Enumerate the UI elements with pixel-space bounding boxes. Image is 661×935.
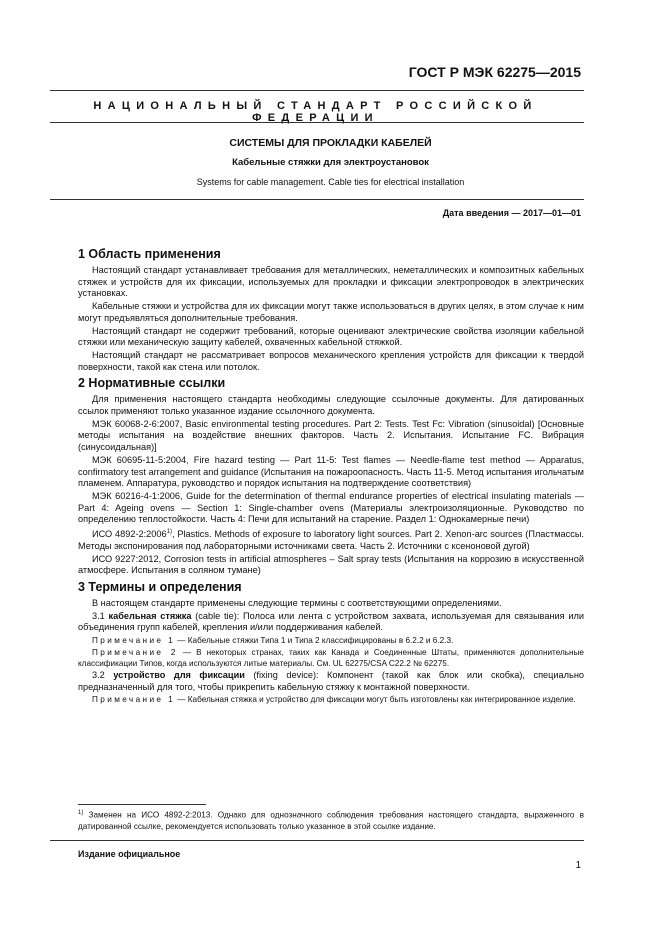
reference-item: МЭК 60068-2-6:2007, Basic environmental testing procedures. Part 2: Tests. Test Fc: Vibration (sinusoidal) [Основные методы испытания на воздействие внешних факторов. Часть 2. Испытания. Испытание FC. Вибрация (синусоидальная)] (78, 418, 584, 453)
document-english-title: Systems for cable management. Cable ties for electrical installation (196, 177, 465, 187)
note (78, 694, 584, 705)
national-standard-banner: НАЦИОНАЛЬНЫЙ СТАНДАРТ РОССИЙСКОЙ ФЕДЕРАЦИИ (93, 100, 538, 124)
introduction-date: Дата введения — 2017—01—01 (442, 208, 581, 218)
reference-text: , Plastics. Methods of exposure to laboratory light sources. Part 2. Xenon-arc sources (Пластмассы. Методы экспонирования под лабораторными источниками света. Часть 2. Источники с ксеноновой дугой) (78, 529, 584, 551)
document-subtitle: Кабельные стяжки для электроустановок (232, 157, 429, 168)
term-number: 3.2 (92, 670, 114, 681)
footnote-rule (78, 804, 206, 805)
note-text: — Кабельная стяжка и устройство для фиксации могут быть изготовлены как интегрированное изделие. (175, 695, 576, 705)
reference-item: МЭК 60216-4-1:2006, Guide for the determination of thermal endurance properties of electrical insulating materials — Part 4: Ageing ovens — Section 1: Single-chamber ovens (Материалы электроизоляционные. Руководство по определению теплостойкости. Часть 4: Печи для испытаний на старение. Раздел 1: Однокамерные печи) (78, 490, 584, 525)
section-1-paragraph: Кабельные стяжки и устройства для их фиксации могут также использоваться в других целях, в этом случае к ним могут предъявляться дополнительные требования. (78, 301, 584, 323)
section-2-paragraph: Для применения настоящего стандарта необходимы следующие ссылочные документы. Для датированных ссылок применяют только указанное издание ссылочного документа. (78, 394, 584, 417)
term-definition (78, 670, 584, 693)
note-label: Примечание 1 (92, 636, 176, 646)
reference-title: ИСО 4892-2:2006 (92, 529, 167, 540)
header-rule-top (50, 90, 584, 91)
page-number: 1 (575, 860, 581, 871)
reference-item: МЭК 60695-11-5:2004, Fire hazard testing — Part 11-5: Test flames — Needle-flame test method — Apparatus, confirmatory test arrangement and guidance (Испытания на пожароопасность. Часть 11-5. Метод испытания игольчатым пламенем. Аппаратура, руководство и порядок испытания на подтверждение соответствия) (78, 454, 584, 489)
term-text: (cable tie): Полоса или лента с устройством захвата, используемая для связывания или объединения групп кабелей, крепления и/или поддерживания кабелей. (78, 610, 584, 633)
reference-item (78, 527, 584, 552)
gost-code: ГОСТ Р МЭК 62275—2015 (408, 64, 581, 80)
footnote-text: Заменен на ИСО 4892-2:2013. Однако для однозначного соблюдения требования настоящего стандарта, выраженного в датированной ссылке, рекомендуется использовать только указанное в этой ссылке издание. (78, 810, 584, 831)
term-definition (78, 611, 584, 634)
document-body (78, 244, 584, 706)
term-name: кабельная стяжка (108, 610, 192, 621)
edition-label: Издание официальное (78, 849, 181, 859)
footnote (78, 808, 584, 832)
header-rule-bottom (50, 122, 584, 123)
footnote-marker: 1) (78, 810, 84, 816)
reference-item: ИСО 9227:2012, Corrosion tests in artificial atmospheres – Salt spray tests (Испытания на коррозию в искусственной атмосфере. Испытания в соляном тумане) (78, 553, 584, 576)
note-text: — В некоторых странах, таких как Канада и Соединенные Штаты, применяются дополнительные классификации Типов, когда используются литые материалы. См. UL 62275/CSA C22.2 № 62275. (78, 648, 584, 669)
note-text: — Кабельные стяжки Типа 1 и Типа 2 классифицированы в 6.2.2 и 6.2.3. (175, 636, 454, 646)
note (78, 647, 584, 669)
section-3-paragraph: В настоящем стандарте применены следующие термины с соответствующими определениями. (92, 597, 502, 608)
term-text: (fixing device): Компонент (такой как блок или скобка), специально предназначенный для того, чтобы прикрепить кабельную стяжку к монтажной поверхности. (78, 670, 584, 692)
section-1-paragraph: Настоящий стандарт не рассматривает вопросов механического крепления устройств для фиксации к твердой поверхности, такой как стена или потолок. (78, 349, 584, 372)
term-name: устройство для фиксации (113, 670, 245, 681)
footer-rule (50, 840, 584, 841)
title-rule (50, 199, 584, 200)
note (78, 635, 584, 646)
section-2-heading: 2 Нормативные ссылки (78, 376, 226, 391)
section-1-paragraph: Настоящий стандарт устанавливает требования для металлических, неметаллических и композитных кабельных стяжек и устройств для их фиксации, используемых для прокладки и фиксации электропроводок в электрических установках. (78, 265, 584, 299)
term-number: 3.1 (92, 610, 109, 621)
section-3-heading: 3 Термины и определения (78, 579, 242, 594)
note-label: Примечание 2 (92, 648, 178, 658)
footnote-marker: 1) (166, 529, 172, 536)
note-label: Примечание 1 (92, 695, 176, 705)
section-1-paragraph: Настоящий стандарт не содержит требований, которые оценивают электрические свойства изоляции кабельной стяжки или механическую защиту кабелей, охваченных кабельной стяжкой. (78, 325, 584, 348)
document-title: СИСТЕМЫ ДЛЯ ПРОКЛАДКИ КАБЕЛЕЙ (229, 137, 432, 149)
section-1-heading: 1 Область применения (78, 247, 221, 261)
